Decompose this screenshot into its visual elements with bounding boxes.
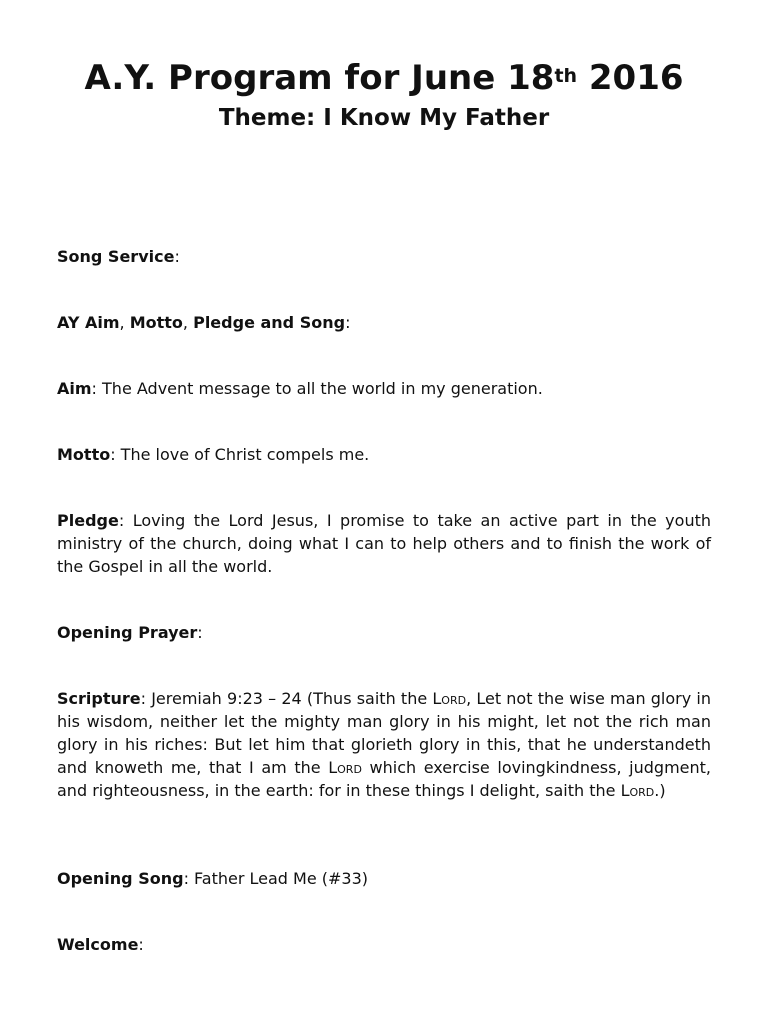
welcome-label: Welcome: [57, 935, 139, 954]
title-text: A.Y. Program for June 18: [84, 58, 555, 98]
motto-label: Motto: [57, 445, 111, 464]
motto-section: [57, 443, 711, 466]
ay-aim-colon: :: [345, 313, 351, 332]
scripture-lord-1: Lord: [432, 689, 467, 708]
ay-aim-label: AY Aim: [57, 313, 120, 332]
song-service-colon: :: [174, 247, 180, 266]
ay-aim-sep1: ,: [119, 313, 130, 332]
aim-text: : The Advent message to all the world in my generation.: [91, 379, 543, 398]
aim-label: Aim: [57, 379, 92, 398]
scripture-text-1: : Jeremiah 9:23 – 24 (Thus saith the: [140, 689, 433, 708]
scripture-lord-2: Lord: [328, 758, 362, 777]
opening-prayer-section: [57, 621, 711, 644]
opening-song-label: Opening Song: [57, 869, 184, 888]
welcome-section: [57, 933, 711, 956]
aim-section: [57, 377, 711, 400]
welcome-colon: :: [138, 935, 144, 954]
pledge-section: [57, 509, 711, 578]
song-service-section: [57, 245, 711, 268]
song-service-label: Song Service: [57, 247, 175, 266]
opening-prayer-label: Opening Prayer: [57, 623, 198, 642]
scripture-text-2: , Let not the wise man glory in his wisdom, neither let the mighty man glory in his might, let not the rich man glory in his riches: But let him that glorieth glory in this, that he understandeth and knoweth me, that I am the: [57, 689, 711, 777]
opening-prayer-colon: :: [197, 623, 203, 642]
theme-subtitle: Theme: I Know My Father: [218, 105, 550, 131]
scripture-lord-3: Lord: [620, 781, 655, 800]
opening-song-section: [57, 867, 711, 890]
ay-aim-section: [57, 311, 711, 334]
opening-song-text: : Father Lead Me (#33): [183, 869, 369, 888]
pledge-label: Pledge: [57, 511, 119, 530]
scripture-section: [57, 687, 711, 802]
scripture-text-3: which exercise lovingkindness, judgment, and righteousness, in the earth: for in these things I delight, saith the: [57, 758, 711, 800]
title-ordinal-suffix: th: [554, 65, 578, 87]
motto-text: : The love of Christ compels me.: [110, 445, 370, 464]
pledge-text: : Loving the Lord Jesus, I promise to take an active part in the youth ministry of the church, doing what I can to help others and to finish the work of the Gospel in all the world.: [57, 511, 711, 576]
title-year: 2016: [577, 58, 684, 98]
ay-motto-label: Motto: [129, 313, 183, 332]
page-title: [0, 56, 768, 100]
ay-pledge-song-label: Pledge and Song: [193, 313, 346, 332]
scripture-text-4: .): [654, 781, 666, 800]
scripture-label: Scripture: [57, 689, 141, 708]
ay-aim-sep2: ,: [182, 313, 194, 332]
